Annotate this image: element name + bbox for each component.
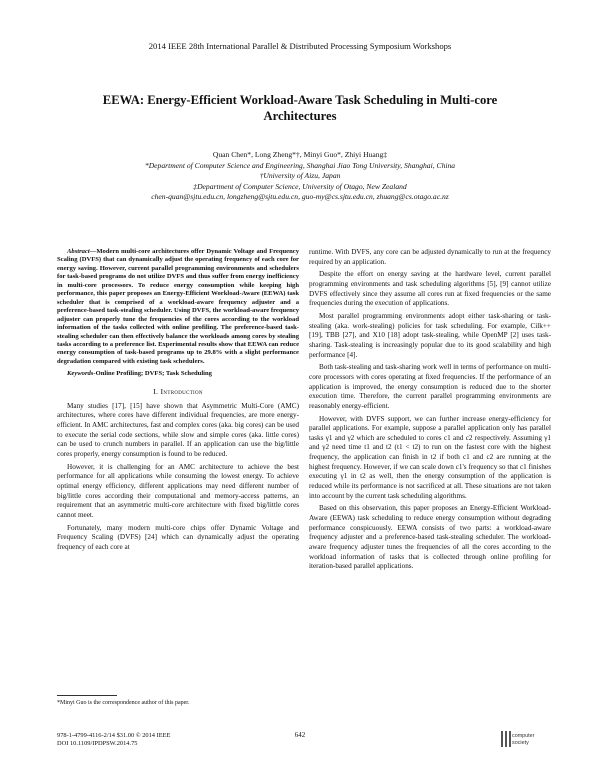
- keywords-lead: Keywords: [67, 370, 94, 378]
- affiliation-3: ‡Department of Computer Science, University of Otago, New Zealand: [193, 181, 407, 191]
- intro-paragraph: However, it is challenging for an AMC architecture to achieve the best performance for all applications while consuming the lowest energy. To achieve optimal energy efficiency, different applications may need different number of big/little cores according their computational and memory-access patterns, an requirement that an asymmetric multi-core architecture with fixed big/little cores cannot meet.: [57, 462, 299, 519]
- logo-mark-icon: [500, 729, 512, 749]
- doi-line: DOI 10.1109/IPDPSW.2014.75: [57, 740, 138, 748]
- keywords: [57, 369, 299, 379]
- conference-header: 2014 IEEE 28th International Parallel & Distributed Processing Symposium Workshops: [148, 41, 452, 51]
- logo-text-society: society: [512, 740, 529, 746]
- section-heading-introduction: I. Introduction: [153, 387, 203, 396]
- paper-title: [60, 92, 540, 124]
- right-column: [309, 248, 551, 575]
- footnote-rule: [57, 695, 117, 696]
- abstract: [57, 248, 299, 366]
- author-names: Quan Chen*, Long Zheng*†, Minyi Guo*, Zhiyi Huang‡: [212, 150, 388, 159]
- body-paragraph: Based on this observation, this paper proposes an Energy-Efficient Workload-Aware (EEWA) task scheduling to reduce energy consumption without degrading performance conspicuously. EEWA consists of two parts: a workload-aware frequency adjuster and a preference-based task-stealing scheduler. The workload-aware frequency adjuster tunes the frequencies of all the cores according to the workload information of tasks that is collected through online profiling for iteration-based parallel applications.: [309, 504, 551, 571]
- footnote: *Minyi Guo is the correspondence author of this paper.: [57, 700, 190, 706]
- body-paragraph: runtime. With DVFS, any core can be adjusted dynamically to run at the frequency required by an application.: [309, 248, 551, 266]
- body-paragraph: However, with DVFS support, we can further increase energy-efficiency for parallel applications. For example, suppose a parallel application only has parallel tasks γ1 and γ2 which are scheduled to cores c1 and c2 respectively. Assuming γ1 and γ2 need time t1 and t2 (t1 < t2) to run on the fastest core with the highest frequency, the application can finish in t2 if both c1 and c2 are running at the highest frequency. However, if we can scale down c1's frequency so that c1 finishes executing γ1 in t2 as well, then the energy consumption of the application is reduced while its performance is not sacrificed at all. These situations are not taken into account by the current task scheduling algorithms.: [309, 414, 551, 500]
- body-paragraph: Despite the effort on energy saving at the hardware level, current parallel programming environments and task scheduling algorithms [5], [9] cannot utilize DVFS effectively since they assume all cores run at fixed frequencies or the same frequencies during the execution of applications.: [309, 270, 551, 308]
- author-block: [60, 150, 540, 203]
- abstract-text: —Modern multi-core architectures offer Dynamic Voltage and Frequency Scaling (DVFS) that can dynamically adjust the operating frequency of each core for energy saving. However, current parallel programming environments and schedulers for task-based programs do not utilize DVFS and thus suffer from energy inefficiency in multi-core processors. To reduce energy consumption while keeping high performance, this paper proposes an Energy-Efficient Workload-Aware (EEWA) task scheduler that is comprised of a workload-aware frequency adjuster and a preference-based task-stealing scheduler. Using DVFS, the workload-aware frequency adjuster can properly tune the frequencies of the cores according to the workload information of the tasks collected with online profiling. The preference-based task-stealing scheduler can then effectively balance the workloads among cores by stealing tasks according to a preference list. Experimental results show that EEWA can reduce energy consumption of task-based programs up to 29.8% with a slight performance degradation compared with existing task schedulers.: [57, 248, 299, 365]
- body-paragraph: Both task-stealing and task-sharing work well in terms of performance on multi-core processors with cores operating at fixed frequencies. If the performance of an application is improved, the energy consumption is reduced due to the shorter execution time. Therefore, the current parallel programming environments are reasonably energy-efficient.: [309, 363, 551, 410]
- page-number: 642: [294, 731, 306, 739]
- left-column: [57, 248, 299, 556]
- intro-paragraph: Many studies [17], [15] have shown that Asymmetric Multi-Core (AMC) architectures, where cores have different individual frequencies, are more energy-efficient. In AMC architectures, fast and complex cores (aka. big cores) can be used to execute the serial code sections, while slow and simple cores (aka. little cores) can be used to crunch numbers in parallel. If an application can use the big/little cores properly, energy consumption is found to be reduced.: [57, 401, 299, 458]
- body-paragraph: Most parallel programming environments adopt either task-sharing or task-stealing (aka. work-stealing) policies for task scheduling. For example, Cilk++ [19], TBB [27], and X10 [18] adopt task-stealing, while OpenMP [2] uses task-sharing. Task-stealing is increasingly popular due to its good scalability and high performance [4].: [309, 311, 551, 359]
- keywords-text: -Online Profiling; DVFS; Task Scheduling: [93, 370, 212, 378]
- isbn-line: 978-1-4799-4116-2/14 $31.00 © 2014 IEEE: [57, 732, 171, 739]
- logo-text-computer: computer: [512, 733, 535, 739]
- author-emails: chen-quan@sjtu.edu.cn, longzheng@sjtu.edu.cn, guo-my@cs.sjtu.edu.cn, zhuang@cs.otago.ac.nz: [151, 192, 449, 202]
- abstract-lead: Abstract: [67, 248, 90, 255]
- affiliation-1: *Department of Computer Science and Engineering, Shanghai Jiao Tong University, Shanghai, China: [144, 160, 456, 170]
- title-line-2: Architectures: [263, 109, 337, 123]
- affiliation-2: †University of Aizu, Japan: [259, 171, 341, 181]
- title-line-1: EEWA: Energy-Efficient Workload-Aware Task Scheduling in Multi-core: [102, 93, 498, 107]
- computer-society-logo: [500, 729, 544, 751]
- intro-paragraph: Fortunately, many modern multi-core chips offer Dynamic Voltage and Frequency Scaling (DVFS) [24] which can dynamically adjust the operating frequency of each core at: [57, 523, 299, 551]
